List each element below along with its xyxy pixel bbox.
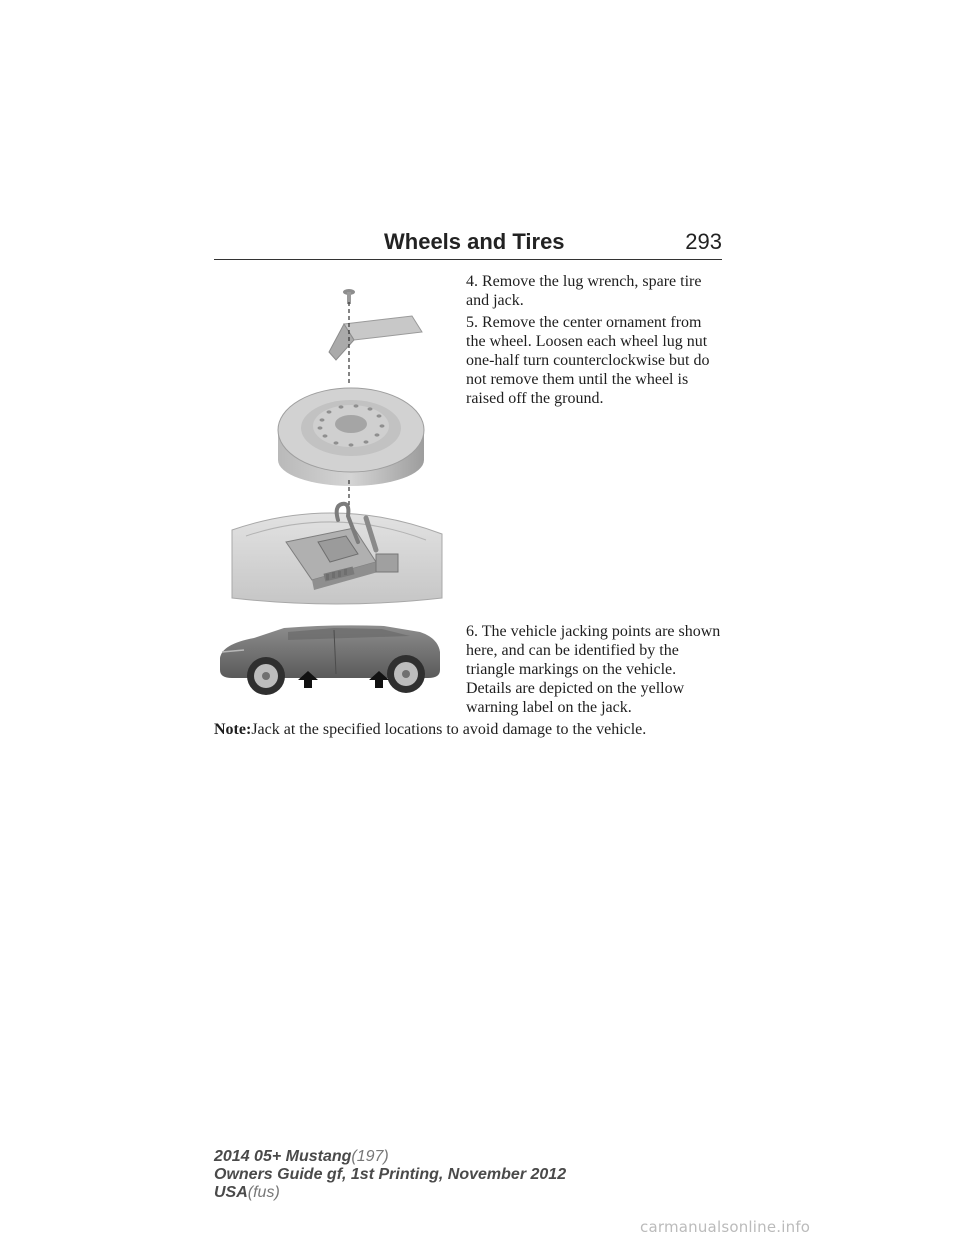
rear-wheel	[387, 655, 425, 693]
spare-tire-illustration	[226, 280, 448, 610]
footer-line-3	[214, 1184, 754, 1202]
footer-line-2	[214, 1166, 754, 1184]
footer-market-code: (fus)	[247, 1184, 280, 1201]
note-label: Note:	[214, 721, 252, 738]
footer-market: USA	[214, 1184, 248, 1201]
note-paragraph	[214, 720, 722, 739]
step-4-text: 4. Remove the lug wrench, spare tire and jack.	[466, 273, 702, 309]
retaining-bolt	[343, 289, 355, 304]
vehicle-jacking-points-illustration	[214, 622, 444, 698]
footer-model: 2014 05+ Mustang	[214, 1148, 352, 1165]
step-6-text: 6. The vehicle jacking points are shown here, and can be identified by the triangle markings on the vehicle. Details are depicted on the yellow warning label on the jack.	[466, 623, 721, 716]
spare-tire	[278, 388, 424, 486]
watermark: carmanualsonline.info	[640, 1218, 811, 1236]
front-wheel	[247, 657, 285, 695]
step-5-text: 5. Remove the center ornament from the wheel. Loosen each wheel lug nut one-half turn counterclockwise but do not remove them until the wheel is raised off the ground.	[466, 314, 710, 407]
page-footer	[214, 1148, 754, 1202]
note-text: Jack at the specified locations to avoid damage to the vehicle.	[251, 721, 647, 738]
footer-model-code: (197)	[351, 1148, 389, 1165]
cover-panel	[344, 316, 422, 340]
section-title: Wheels and Tires	[384, 229, 565, 254]
footer-guide-info: Owners Guide gf, 1st Printing, November 2012	[214, 1166, 567, 1183]
header-divider	[214, 259, 722, 260]
footer-line-1	[214, 1148, 754, 1166]
page-number: 293	[685, 229, 722, 254]
